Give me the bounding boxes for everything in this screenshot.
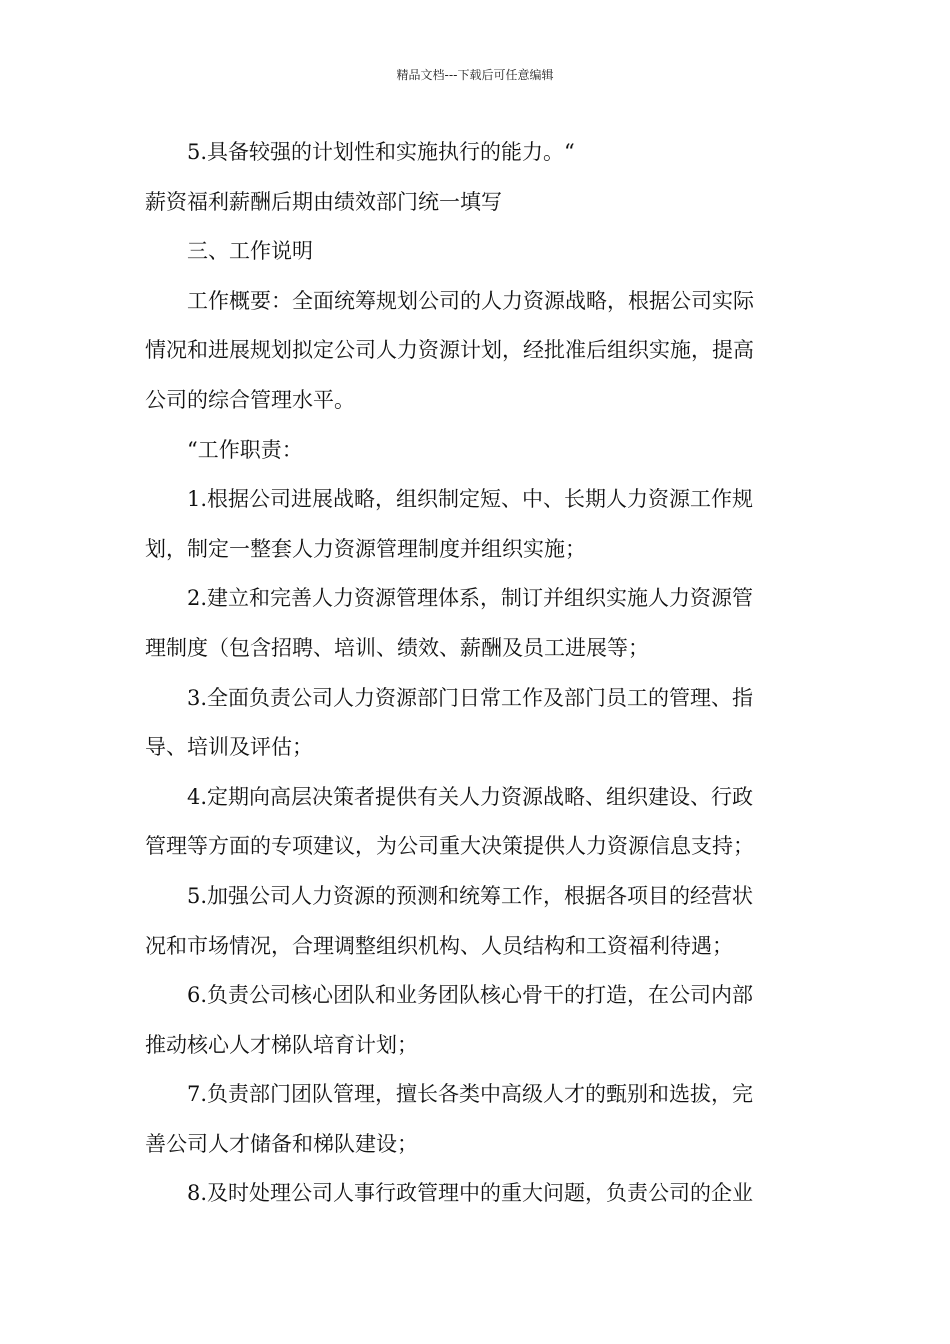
text-line: 5.具备较强的计划性和实施执行的能力。“ <box>187 140 575 164</box>
section-heading: 三、工作说明 <box>187 239 313 264</box>
text-line: 7.负责部门团队管理，擅长各类中高级人才的甄别和选拔，完 <box>187 1082 754 1107</box>
page-header: 精品文档---下载后可任意编辑 <box>396 68 554 82</box>
text-line: 2.建立和完善人力资源管理体系，制订并组织实施人力资源管 <box>187 586 754 611</box>
text-line: 6.负责公司核心团队和业务团队核心骨干的打造，在公司内部 <box>187 983 754 1008</box>
text-line: 1.根据公司进展战略，组织制定短、中、长期人力资源工作规 <box>187 487 754 512</box>
text-line: 善公司人才储备和梯队建设； <box>145 1131 418 1156</box>
document-body <box>145 128 807 1219</box>
text-line: 3.全面负责公司人力资源部门日常工作及部门员工的管理、指 <box>187 685 754 710</box>
text-line: 工作概要：全面统筹规划公司的人力资源战略，根据公司实际 <box>187 288 754 313</box>
text-line: 划，制定一整套人力资源管理制度并组织实施； <box>145 536 586 561</box>
text-line: 薪资福利薪酬后期由绩效部门统一填写 <box>145 189 502 214</box>
text-line: 理制度（包含招聘、培训、绩效、薪酬及员工进展等； <box>145 635 649 660</box>
text-line: “工作职责： <box>187 437 303 462</box>
text-line: 4.定期向高层决策者提供有关人力资源战略、组织建设、行政 <box>187 784 754 809</box>
text-line: 情况和进展规划拟定公司人力资源计划，经批准后组织实施，提高 <box>145 338 754 363</box>
text-line: 管理等方面的专项建议，为公司重大决策提供人力资源信息支持； <box>145 834 754 859</box>
text-line: 推动核心人才梯队培育计划； <box>145 1032 418 1057</box>
text-line: 8.及时处理公司人事行政管理中的重大问题，负责公司的企业 <box>187 1181 754 1206</box>
text-line: 公司的综合管理水平。 <box>145 387 355 412</box>
text-line: 况和市场情况，合理调整组织机构、人员结构和工资福利待遇； <box>145 933 733 958</box>
text-line: 导、培训及评估； <box>145 735 313 760</box>
text-line: 5.加强公司人力资源的预测和统筹工作，根据各项目的经营状 <box>187 883 754 908</box>
